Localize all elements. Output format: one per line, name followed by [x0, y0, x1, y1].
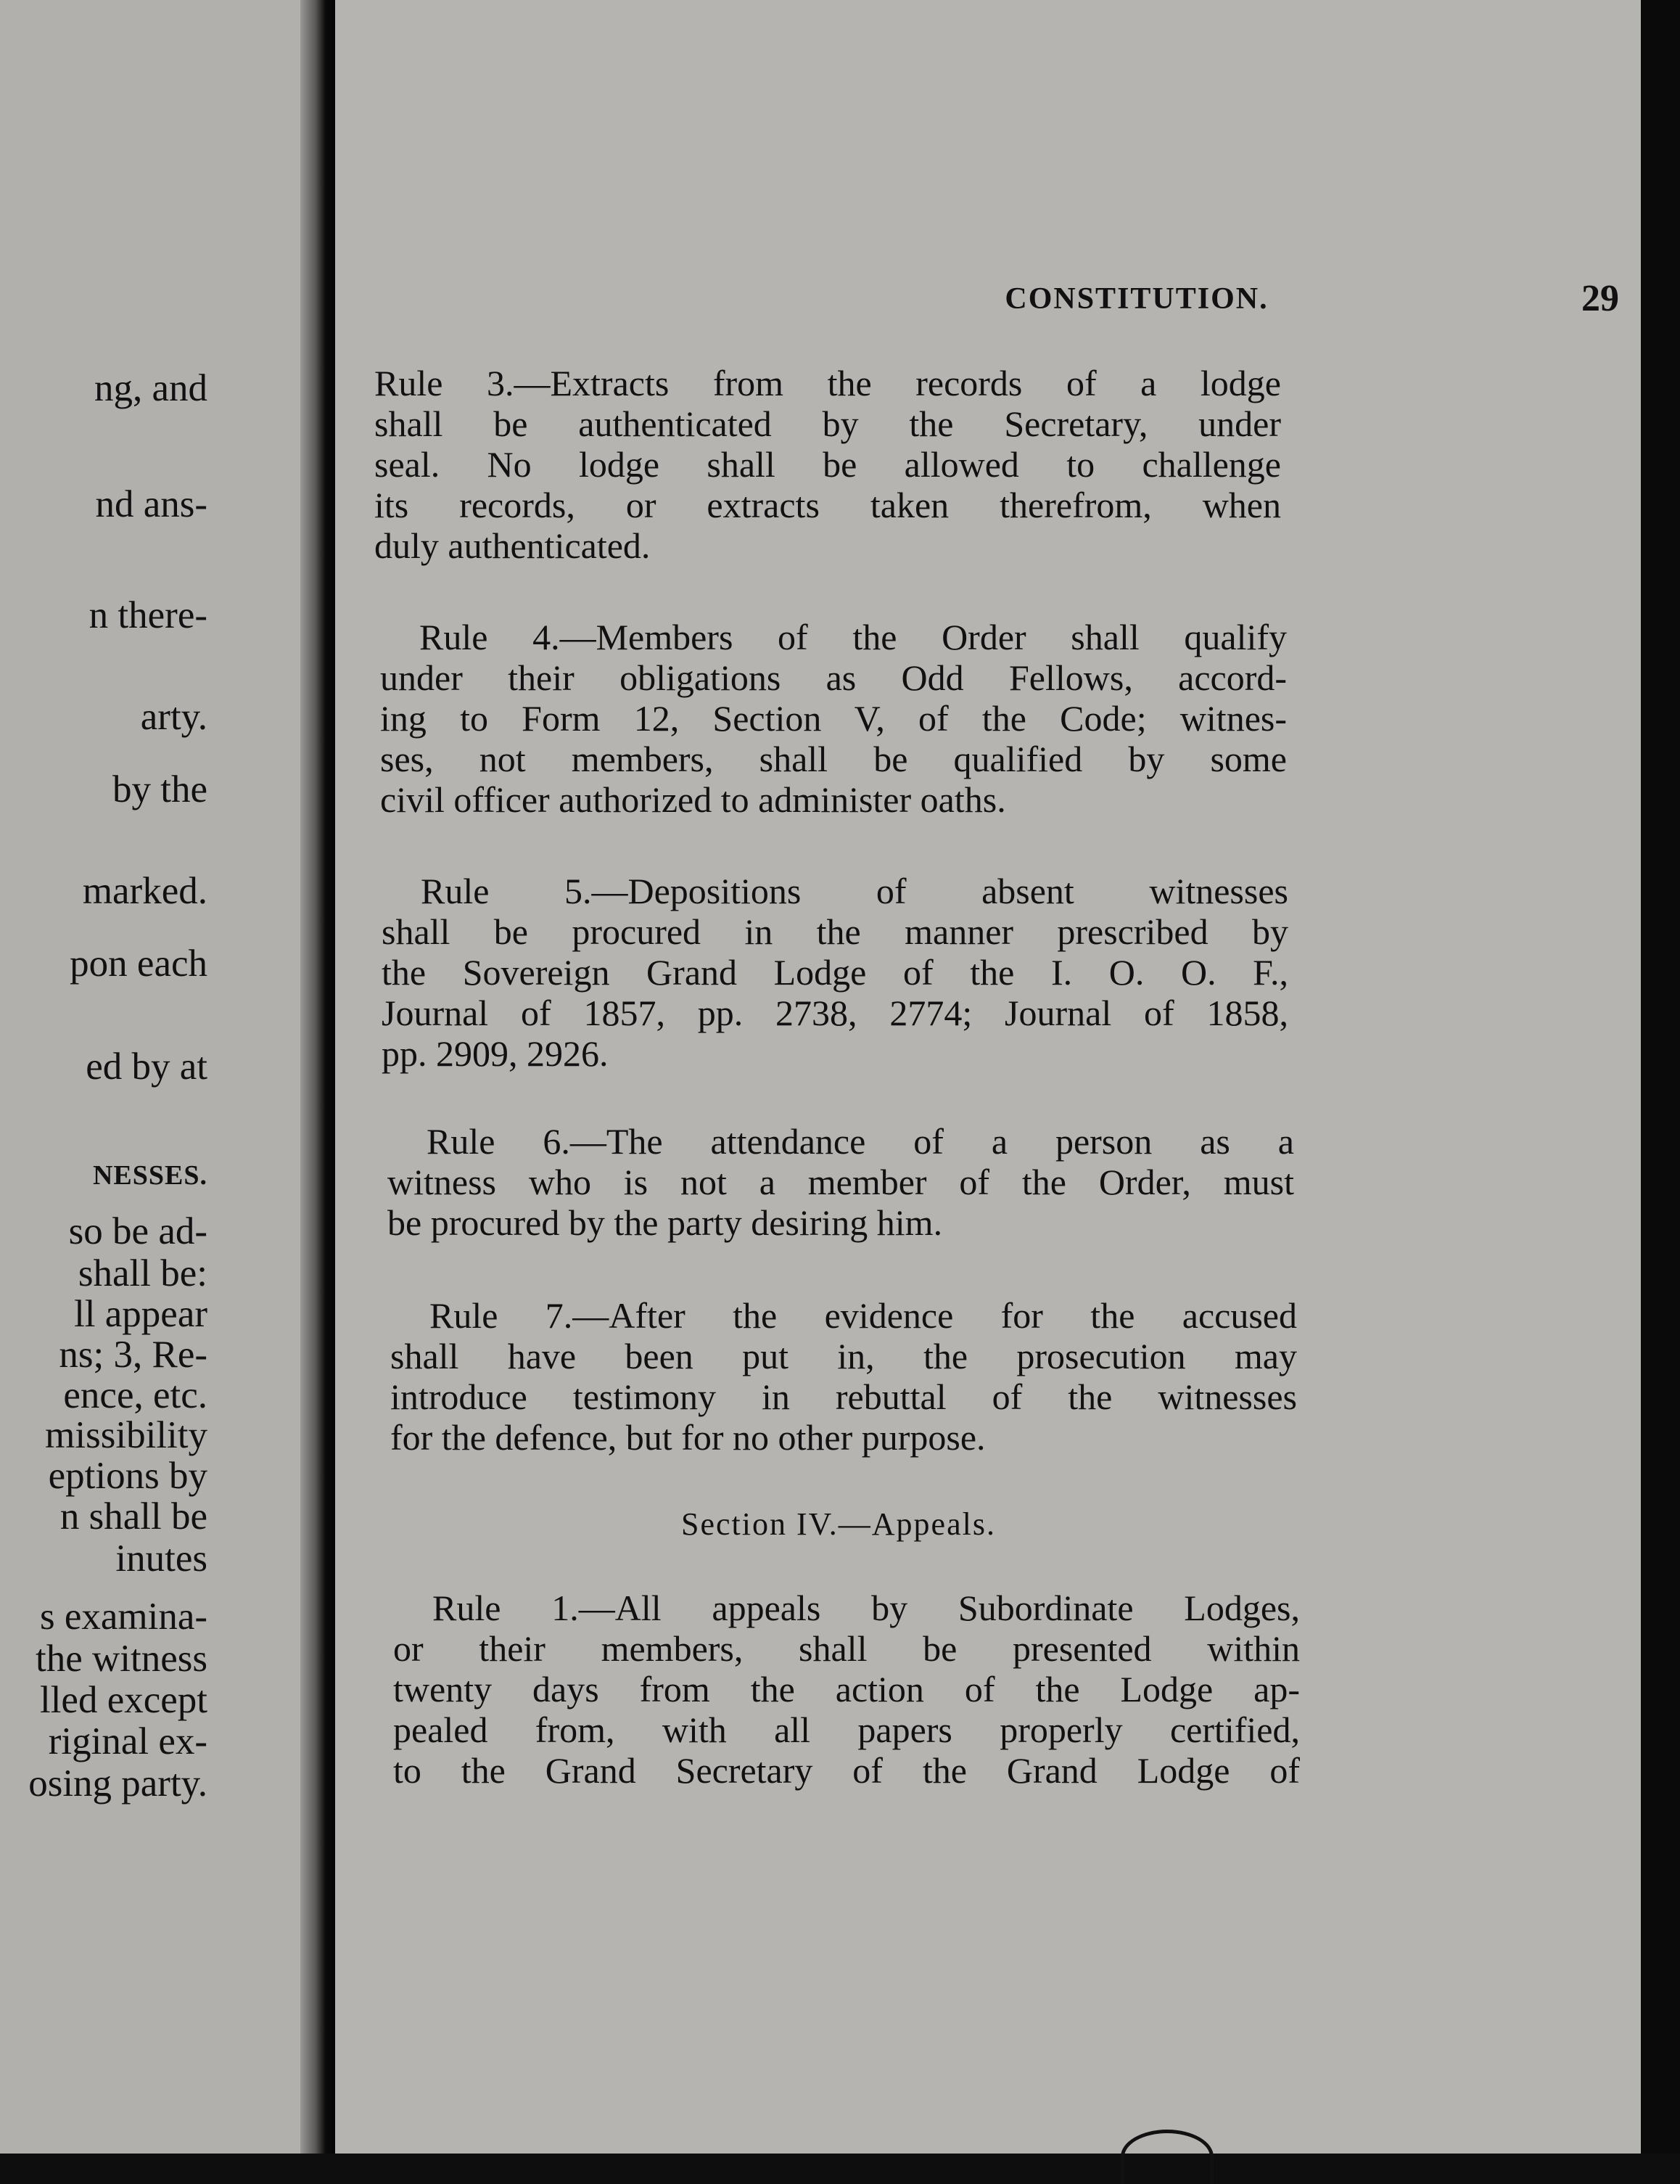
left-page-line: osing party. — [28, 1762, 207, 1805]
right-margin-shadow — [1641, 0, 1680, 2154]
left-page-line: lled except — [39, 1679, 207, 1721]
text-line: civil officer authorized to administer oaths. — [380, 779, 1006, 820]
text-line: Rule 5.—Depositions of absent witnesses — [421, 871, 1288, 911]
left-page-line: ng, and — [94, 367, 207, 409]
text-line: under their obligations as Odd Fellows, accord- — [380, 657, 1287, 698]
left-page-line: so be ad- — [68, 1210, 207, 1252]
text-line: shall be authenticated by the Secretary, under — [374, 403, 1281, 444]
appeals-rule-1-paragraph — [393, 1588, 1300, 1791]
right-page — [335, 0, 1641, 2154]
text-line: twenty days from the action of the Lodge ap- — [393, 1669, 1300, 1709]
ink-arc-mark — [1121, 2130, 1214, 2184]
text-line: or their members, shall be presented within — [393, 1628, 1300, 1669]
text-line: be procured by the party desiring him. — [387, 1202, 943, 1243]
rule-7-paragraph — [390, 1295, 1297, 1458]
rule-5-paragraph — [382, 871, 1288, 1074]
text-line: the Sovereign Grand Lodge of the I. O. O. F., — [382, 952, 1288, 993]
left-page-line: eptions by — [48, 1455, 207, 1497]
left-page-line: marked. — [82, 870, 207, 912]
running-head — [654, 278, 1619, 334]
text-line: shall have been put in, the prosecution may — [390, 1336, 1297, 1376]
left-page-line: the witness — [36, 1638, 207, 1680]
left-page-line: inutes — [115, 1538, 207, 1580]
text-line: Rule 1.—All appeals by Subordinate Lodges, — [432, 1588, 1300, 1628]
text-line: pp. 2909, 2926. — [382, 1033, 609, 1074]
text-line: Rule 4.—Members of the Order shall qualify — [419, 617, 1287, 657]
text-line: introduce testimony in rebuttal of the witnesses — [390, 1376, 1297, 1417]
text-line: pealed from, with all papers properly certified, — [393, 1709, 1300, 1750]
rule-4-paragraph — [380, 617, 1287, 820]
page-number: 29 — [1581, 278, 1619, 319]
text-line: for the defence, but for no other purpose. — [390, 1417, 986, 1458]
left-page-line: riginal ex- — [48, 1720, 207, 1762]
left-page-line: ence, etc. — [63, 1374, 207, 1416]
left-page-line: by the — [112, 768, 207, 810]
left-page-line: nd ans- — [95, 483, 207, 525]
section-heading: Section IV.—Appeals. — [681, 1506, 996, 1542]
text-line: its records, or extracts taken therefrom, when — [374, 485, 1281, 525]
text-line: Rule 6.—The attendance of a person as a — [427, 1121, 1294, 1162]
text-line: Rule 7.—After the evidence for the accused — [429, 1295, 1297, 1336]
left-facing-page — [0, 0, 300, 2154]
left-page-line: pon each — [70, 943, 207, 985]
left-page-line: missibility — [45, 1414, 207, 1456]
text-line: Rule 3.—Extracts from the records of a lodge — [374, 363, 1281, 403]
page-title: CONSTITUTION. — [1005, 282, 1269, 316]
left-page-line: n there- — [88, 594, 207, 636]
text-line: duly authenticated. — [374, 525, 651, 566]
left-page-line: ed by at — [86, 1046, 207, 1088]
left-page-line: arty. — [140, 696, 207, 738]
rule-3-paragraph — [374, 363, 1281, 566]
rule-6-paragraph — [387, 1121, 1294, 1243]
left-page-line: ll appear — [74, 1293, 207, 1335]
left-page-line: NESSES. — [92, 1160, 207, 1191]
left-page-line: shall be: — [78, 1252, 207, 1294]
text-line: shall be procured in the manner prescribed by — [382, 911, 1288, 952]
left-page-line: s examina- — [39, 1596, 207, 1638]
text-line: Journal of 1857, pp. 2738, 2774; Journal of 1858, — [382, 993, 1288, 1033]
text-line: to the Grand Secretary of the Grand Lodge of — [393, 1750, 1300, 1791]
left-page-line: ns; 3, Re- — [59, 1334, 207, 1376]
text-line: ses, not members, shall be qualified by some — [380, 739, 1287, 779]
text-line: ing to Form 12, Section V, of the Code; witnes- — [380, 698, 1287, 739]
text-line: seal. No lodge shall be allowed to challenge — [374, 444, 1281, 485]
text-line: witness who is not a member of the Order, must — [387, 1162, 1294, 1202]
left-page-line: n shall be — [59, 1495, 207, 1538]
